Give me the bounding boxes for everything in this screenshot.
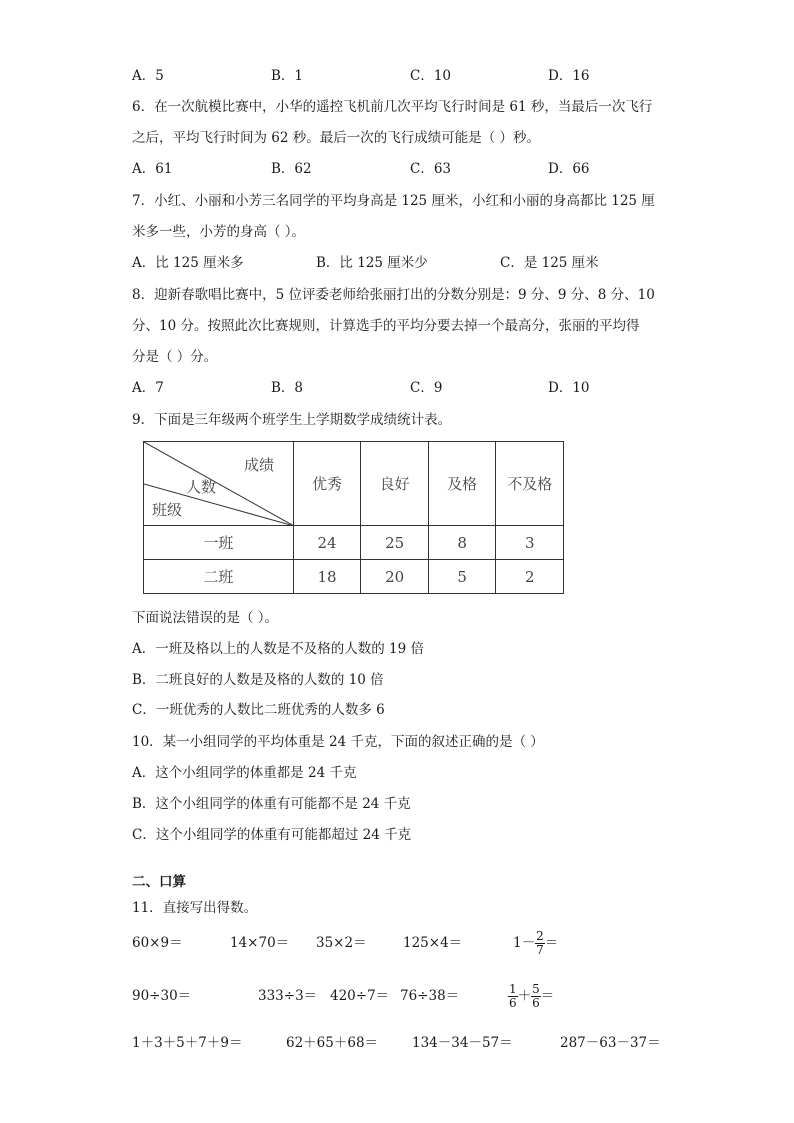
calc-item: 333÷3＝ [258,988,318,1004]
q7-option-c: C．是 125 厘米 [500,255,599,271]
q8-option-c: C．9 [410,380,443,396]
frac-denominator: 6 [509,996,517,1010]
q10-option-c: C．这个小组同学的体重有可能都超过 24 千克 [132,827,412,843]
frac-numerator: 5 [532,982,540,996]
table-row [144,560,564,594]
q5-option-c: C．10 [410,68,452,84]
table-cell: 24 [293,526,361,560]
q11-stem: 11．直接写出得数。 [132,900,258,916]
frac-tail: ＝ [544,935,559,951]
calc-item: 287－63－37＝ [560,1035,661,1051]
q7-option-a: A．比 125 厘米多 [132,255,244,271]
frac-tail: ＝ [540,988,555,1004]
row-label: 二班 [144,560,294,594]
q9-option-b: B．二班良好的人数是及格的人数的 10 倍 [132,672,384,688]
corner-label-count: 人数 [186,478,217,496]
q6-option-a: A．61 [132,161,173,177]
table-row [144,526,564,560]
frac-lead: 1－ [513,935,536,951]
table-cell: 5 [428,560,496,594]
frac-denominator: 7 [536,943,544,957]
calc-item: 14×70＝ [230,935,290,951]
q10-option-a: A．这个小组同学的体重都是 24 千克 [132,765,357,781]
q6-text-line2: 之后，平均飞行时间为 62 秒。最后一次的飞行成绩可能是（ ）秒。 [132,130,541,146]
q8-text-line2: 分、10 分。按照此次比赛规则，计算选手的平均分要去掉一个最高分，张丽的平均得 [132,318,640,334]
row-label: 一班 [144,526,294,560]
frac-numerator: 2 [536,929,544,943]
section-title: 二、口算 [132,874,186,890]
table-cell: 8 [428,526,496,560]
q6-option-b: B．62 [271,161,312,177]
q9-stem: 9．下面是三年级两个班学生上学期数学成绩统计表。 [132,412,452,428]
calc-item: 35×2＝ [316,935,367,951]
q5-option-a: A．5 [132,68,164,84]
header-pass: 及格 [428,442,496,526]
corner-label-class: 班级 [152,501,183,519]
q8-option-b: B．8 [271,380,304,396]
calc-item: 125×4＝ [403,935,463,951]
calc-item-fraction [508,980,554,1012]
q10-stem: 10．某一小组同学的平均体重是 24 千克，下面的叙述正确的是（ ） [132,734,544,750]
calc-item: 62＋65＋68＝ [286,1035,379,1051]
q5-option-b: B．1 [271,68,304,84]
q7-option-b: B．比 125 厘米少 [316,255,428,271]
q6-option-d: D．66 [548,161,590,177]
calc-item: 76÷38＝ [400,988,460,1004]
calc-item-fraction [513,928,558,958]
q6-option-c: C．63 [410,161,452,177]
frac-numerator: 1 [509,982,517,996]
calc-item: 420÷7＝ [330,988,390,1004]
table-corner-cell [144,442,294,526]
q8-option-d: D．10 [548,380,590,396]
table-cell: 20 [361,560,429,594]
score-table [143,441,564,594]
calc-item: 90÷30＝ [132,988,192,1004]
calc-item: 60×9＝ [132,935,183,951]
calc-item: 1＋3＋5＋7＋9＝ [132,1035,243,1051]
table-cell: 25 [361,526,429,560]
frac-denominator: 6 [532,996,540,1010]
header-fail: 不及格 [496,442,564,526]
calc-item: 134－34－57＝ [412,1035,513,1051]
q9-option-a: A．一班及格以上的人数是不及格的人数的 19 倍 [132,641,425,657]
q9-prompt: 下面说法错误的是（ ）。 [132,610,279,626]
table-cell: 3 [496,526,564,560]
fraction [535,930,545,957]
q8-text-line3: 分是（ ）分。 [132,349,218,365]
header-excellent: 优秀 [293,442,361,526]
corner-label-score: 成绩 [244,456,275,474]
frac-operator: ＋ [517,988,532,1004]
q8-option-a: A．7 [132,380,164,396]
header-good: 良好 [361,442,429,526]
fraction [508,983,518,1010]
table-cell: 2 [496,560,564,594]
q10-option-b: B．这个小组同学的体重有可能都不是 24 千克 [132,796,411,812]
fraction [531,983,541,1010]
q7-text-line2: 米多一些，小芳的身高（ ）。 [132,224,306,240]
q6-text-line1: 6．在一次航模比赛中，小华的遥控飞机前几次平均飞行时间是 61 秒，当最后一次飞行 [132,99,653,115]
q9-option-c: C．一班优秀的人数比二班优秀的人数多 6 [132,702,385,718]
q8-text-line1: 8．迎新春歌唱比赛中，5 位评委老师给张丽打出的分数分别是：9 分、9 分、8 分、10 [132,287,655,303]
q5-option-d: D．16 [548,68,590,84]
table-cell: 18 [293,560,361,594]
q7-text-line1: 7．小红、小丽和小芳三名同学的平均身高是 125 厘米，小红和小丽的身高都比 125 厘 [132,193,655,209]
